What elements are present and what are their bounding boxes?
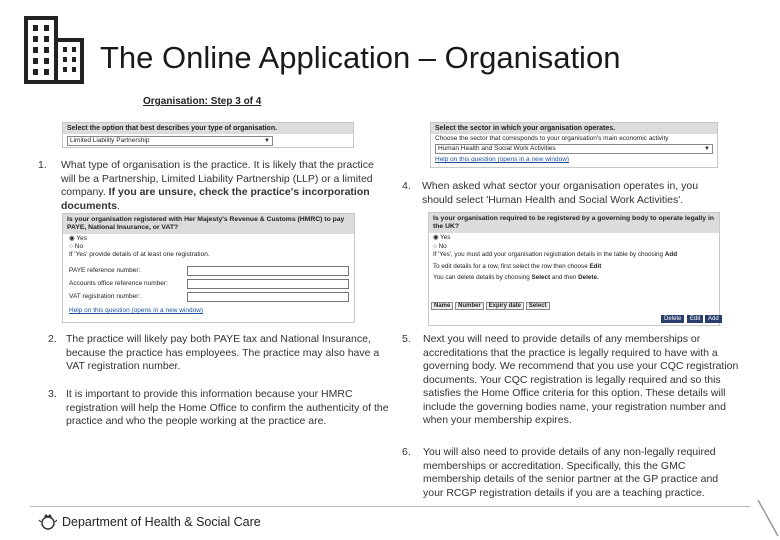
gov-table-header [431, 302, 550, 310]
radio-selected-icon: ◉ [433, 234, 439, 241]
gov-no-radio[interactable]: ○ No [433, 242, 447, 250]
corner-fold-icon [752, 500, 780, 540]
delete-button[interactable]: Delete [661, 315, 684, 323]
sector-hint: Choose the sector that corresponds to your organisation's main economic activity [435, 135, 669, 142]
item-4-text: When asked what sector your organisation operates in, you should select 'Human Health and Social Work Activities'. [422, 180, 699, 206]
org-type-select[interactable] [67, 136, 273, 146]
item-number: 4. [402, 180, 411, 192]
paye-input[interactable] [187, 266, 349, 276]
governing-body-screenshot: Is your organisation required to be registered by a governing body to operate legally in the UK? ◉ Yes ○ No If 'Yes', you must add your organisation registration details in the table by choosing Add To edit details for a row, first select the row then choose Edit You can delete details by choosing Select and then Delete. Name Number Expiry date Select Delete Edit Add [428, 212, 720, 326]
col-number: Number [455, 302, 484, 310]
org-type-question: Select the option that best describes your type of organisation. [63, 123, 353, 134]
hmrc-no-radio[interactable]: ○ No [69, 243, 84, 250]
sector-screenshot [430, 122, 718, 168]
vat-label: VAT registration number: [69, 293, 141, 300]
col-select: Select [526, 302, 550, 310]
item-1-text: What type of organisation is the practice. It is likely that the practice will be a Partnership, Limited Liability Partnership (LLP) or a limited company. [61, 159, 374, 198]
sector-help-link[interactable]: Help on this question (opens in a new window) [435, 156, 570, 163]
org-type-selected: Limited Liability Partnership [70, 137, 150, 144]
hmrc-yes-radio[interactable]: ◉ Yes [69, 235, 87, 242]
col-expiry: Expiry date [486, 302, 524, 310]
chevron-down-icon: ▼ [704, 146, 710, 152]
radio-empty-icon: ○ [69, 243, 73, 250]
building-icon [22, 14, 88, 86]
gov-add-note: If 'Yes', you must add your organisation registration details in the table by choosing [433, 251, 664, 258]
slide-title: The Online Application – Organisation [100, 40, 621, 75]
accounts-label: Accounts office reference number: [69, 280, 168, 287]
item-number: 2. [48, 333, 57, 345]
item-5-text: Next you will need to provide details of any memberships or accreditations that the practice is legally required to have with a governing body. We recommend that you use your CQC registration documents. Your CQC registration is legally required and so this satisfies the Home Office criteria for this option. These details will include the governing bodies name, your registration number and when your membership expires. [423, 333, 739, 426]
hmrc-screenshot [62, 213, 355, 323]
add-button[interactable]: Add [705, 315, 722, 323]
sector-select[interactable] [435, 144, 713, 154]
hmrc-help-link[interactable]: Help on this question (opens in a new window) [69, 307, 204, 314]
radio-empty-icon: ○ [433, 242, 437, 250]
accounts-input[interactable] [187, 279, 349, 289]
sector-question: Select the sector in which your organisation operates. [431, 123, 717, 134]
item-1-bold: If you are unsure, check the practice's incorporation documents [61, 186, 370, 212]
gov-question: Is your organisation required to be registered by a governing body to operate legally in the UK? [429, 213, 719, 233]
item-number: 1. [38, 159, 47, 171]
sector-selected: Human Health and Social Work Activities [438, 145, 556, 152]
gov-yes-radio[interactable]: ◉ Yes [433, 234, 451, 241]
col-name: Name [431, 302, 453, 310]
org-type-screenshot [62, 122, 354, 148]
item-number: 5. [402, 333, 411, 345]
chevron-down-icon: ▼ [264, 138, 270, 144]
edit-button[interactable]: Edit [687, 315, 703, 323]
item-number: 6. [402, 446, 411, 458]
hmrc-instruction: If 'Yes' provide details of at least one registration. [69, 251, 210, 258]
royal-crest-icon [38, 512, 58, 532]
radio-selected-icon: ◉ [69, 235, 75, 242]
item-6-text: You will also need to provide details of any non-legally required memberships or accreditation. Specifically, this the GMC membership details of the senior partner at the GP practice and your RCGP registration details if you are a teaching practice. [423, 446, 719, 499]
footer-org-name: Department of Health & Social Care [62, 515, 261, 529]
footer-divider [30, 506, 750, 507]
paye-label: PAYE reference number: [69, 267, 141, 274]
item-3-text: It is important to provide this information because your HMRC registration will help the Home Office to confirm the authenticity of the practice and who the people working at the practice are. [66, 388, 389, 427]
hmrc-question: Is your organisation registered with Her Majesty's Revenue & Customs (HMRC) to pay PAYE, National Insurance, or VAT? [63, 214, 354, 234]
vat-input[interactable] [187, 292, 349, 302]
gov-edit-note: To edit details for a row, first select the row then choose [433, 262, 588, 270]
item-2-text: The practice will likely pay both PAYE tax and National Insurance, because the practice has employees. The practice may also have a VAT registration number. [66, 333, 380, 372]
item-number: 3. [48, 388, 57, 400]
step-indicator: Organisation: Step 3 of 4 [143, 96, 262, 107]
gov-delete-note: You can delete details by choosing [433, 274, 530, 281]
